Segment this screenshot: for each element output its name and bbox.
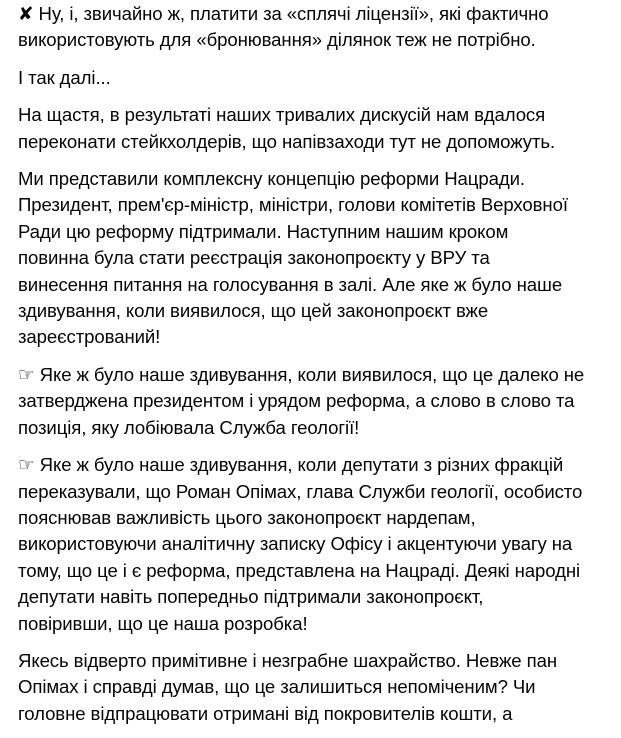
text-line: Президент, прем'єр-міністр, міністри, голови комітетів Верховної [18, 194, 568, 216]
text-line: тому, що це і є реформа, представлена на Нацраді. Деякі народні [18, 559, 581, 581]
text-line: переказували, що Роман Опімах, глава Служби геології, особисто [18, 480, 583, 502]
text-line: Якесь відверто примітивне і незграбне шахрайство. Невже пан [18, 649, 557, 671]
text-line: пояснював важливість цього законопроєкт нардепам, [18, 506, 476, 528]
text-line: використовують для «бронювання» ділянок теж не потрібно. [18, 29, 536, 51]
paragraph-and-so-on [18, 65, 618, 91]
text-line: використовуючи аналітичну записку Офісу і акцентуючи увагу на [18, 533, 573, 555]
text-line: На щастя, в результаті наших тривалих дискусій нам вдалося [18, 104, 546, 126]
text-line: здивування, коли виявилося, що цей законопроєкт вже [18, 300, 489, 322]
paragraph-sleeping-licenses [18, 1, 618, 54]
post-body [18, 0, 618, 738]
text-line: повіривши, що це наша розробка! [18, 612, 308, 634]
text-line: винесення питання на голосування в залі. Але яке ж було наше [18, 273, 563, 295]
text-line: Ми представили комплексну концепцію реформи Нацради. [18, 168, 525, 190]
text-line: головне відпрацювати отримані від покровителів кошти, а [18, 702, 513, 724]
text-line: ✘ Ну, і, звичайно ж, платити за «сплячі ліцензії», які фактично [18, 3, 549, 24]
paragraph-reform-concept [18, 166, 618, 351]
text-line: затверджена президентом і урядом реформа, а слово в слово та [18, 390, 575, 412]
text-line: повинна була стати реєстрація законопроєкту у ВРУ та [18, 247, 490, 269]
text-line: переконати стейкхолдерів, що напівзаходи тут не допоможуть. [18, 130, 556, 152]
text-line: Опімах і справді думав, що це залишиться непоміченим? Чи [18, 676, 536, 698]
text-line: зареєстрований! [18, 326, 161, 348]
text-line: депутати навіть попередньо підтримали законопроєкт, [18, 586, 484, 608]
paragraph-stakeholders [18, 102, 618, 155]
paragraph-surprise-deputies [18, 452, 618, 637]
text-line: ☞ Яке ж було наше здивування, коли виявилося, що це далеко не [18, 363, 585, 385]
paragraph-fraud [18, 648, 618, 727]
text-line: позиція, яку лобіювала Служба геології! [18, 416, 360, 438]
text-line: Ради цю реформу підтримали. Наступним нашим кроком [18, 220, 509, 242]
text-line: І так далі... [18, 66, 111, 88]
paragraph-surprise-lobbied [18, 362, 618, 441]
text-line: ☞ Яке ж було наше здивування, коли депутати з різних фракцій [18, 454, 564, 476]
